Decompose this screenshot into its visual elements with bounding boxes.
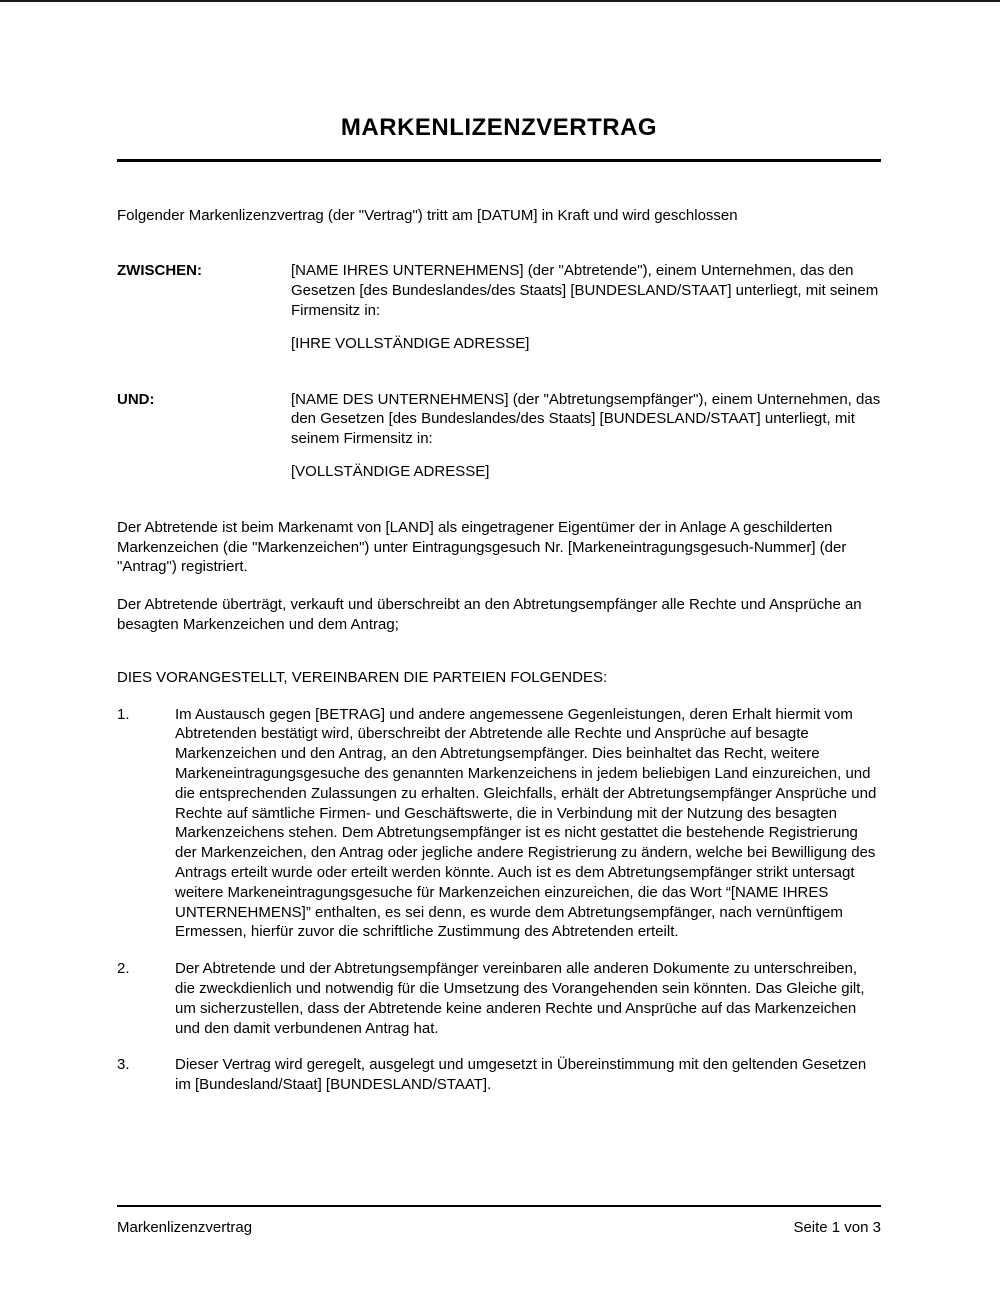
party-text: [NAME IHRES UNTERNEHMENS] (der "Abtretende"), einem Unternehmen, das den Gesetzen [des Bundeslandes/des Staats] [BUNDESLAND/STAAT] unterliegt, mit seinem Firmensitz in: — [291, 262, 879, 320]
clause-number: 3. — [117, 1056, 130, 1074]
clause-number: 1. — [117, 705, 130, 723]
party-address: [IHRE VOLLSTÄNDIGE ADRESSE] — [291, 334, 530, 352]
party-label-zwischen: ZWISCHEN: — [117, 262, 202, 280]
party-label-und: UND: — [117, 390, 155, 408]
page-footer — [117, 1205, 881, 1238]
agreement-heading: DIES VORANGESTELLT, VEREINBAREN DIE PARTEIEN FOLGENDES: — [117, 668, 608, 686]
party-row-und — [117, 390, 881, 482]
party-body — [291, 261, 881, 353]
clause-item — [117, 1055, 881, 1095]
footer-row — [117, 1207, 881, 1238]
party-text: [NAME DES UNTERNEHMENS] (der "Abtretungsempfänger"), einem Unternehmen, das den Gesetzen [des Bundeslandes/des Staats] [BUNDESLAND/STAAT] unterliegt, mit seinem Firmensitz in: — [291, 390, 881, 448]
clause-text: Im Austausch gegen [BETRAG] und andere angemessene Gegenleistungen, deren Erhalt hiermit vom Abtretenden bestätigt wird, überschreibt der Abtretende alle Rechte und Ansprüche auf besagte Markenzeichen und den Antrag, an den Abtretungsempfänger. Dies beinhaltet das Recht, weitere Markeneintragungsgesuche des genannten Markenzeichens in jedem beliebigen Land einzureichen, und die entsprechenden Zulassungen zu erhalten. Gleichfalls, erhält der Abtretungsempfänger Ansprüche und Rechte auf sämtliche Firmen- und Geschäftswerte, die in Verbindung mit der Nutzung des besagten Markenzeichens stehen. Dem Abtretungsempfänger ist es nicht gestattet die bestehende Registrierung der Markenzeichen, den Antrag oder jegliche andere Registrierung zu ändern, welche bei Bewilligung des Antrags erteilt wurde oder erteilt werden könnte. Auch ist es dem Abtretungsempfänger strikt untersagt weitere Markeneintragungsgesuche für Markenzeichen einzureichen, die das Wort “[NAME IHRES UNTERNEHMENS]” enthalten, es sei denn, es wurde dem Abtretungsempfänger, nach vernünftigem Ermessen, hierfür zuvor die schriftliche Zustimmung des Abtretenden erteilt. — [175, 705, 877, 941]
party-address: [VOLLSTÄNDIGE ADRESSE] — [291, 463, 490, 481]
clause-item — [117, 705, 881, 943]
recital-paragraph: Der Abtretende ist beim Markenamt von [LAND] als eingetragener Eigentümer der in Anlage A geschilderten Markenzeichen (die "Markenzeichen") unter Eintragungsgesuch Nr. [Markeneintragungsgesuch-Nummer] (der "Antrag") registriert. — [117, 518, 847, 576]
recital-paragraph: Der Abtretende überträgt, verkauft und überschreibt an den Abtretungsempfänger alle Rechte und Ansprüche an besagten Markenzeichen und dem Antrag; — [117, 596, 862, 634]
party-body — [291, 390, 881, 482]
page-title: MARKENLIZENZVERTRAG — [340, 114, 658, 141]
clause-number: 2. — [117, 960, 130, 978]
intro-paragraph: Folgender Markenlizenzvertrag (der "Vertrag") tritt am [DATUM] in Kraft und wird geschlossen — [117, 206, 738, 224]
footer-doc-title: Markenlizenzvertrag — [117, 1219, 253, 1236]
footer-page-number: Seite 1 von 3 — [793, 1219, 881, 1236]
party-row-zwischen — [117, 261, 881, 353]
clause-item — [117, 959, 881, 1038]
clause-text: Dieser Vertrag wird geregelt, ausgelegt und umgesetzt in Übereinstimmung mit den geltenden Gesetzen im [Bundesland/Staat] [BUNDESLAND/STAAT]. — [175, 1056, 867, 1094]
clause-text: Der Abtretende und der Abtretungsempfänger vereinbaren alle anderen Dokumente zu unterschreiben, die zweckdienlich und notwendig für die Umsetzung des Vorangehenden sein könnten. Das Gleiche gilt, um sicherzustellen, dass der Abtretende keine anderen Rechte und Ansprüche auf das Markenzeichen und den damit verbundenen Antrag hat. — [175, 960, 865, 1037]
document-content — [0, 112, 1000, 1095]
title-rule — [117, 159, 881, 162]
